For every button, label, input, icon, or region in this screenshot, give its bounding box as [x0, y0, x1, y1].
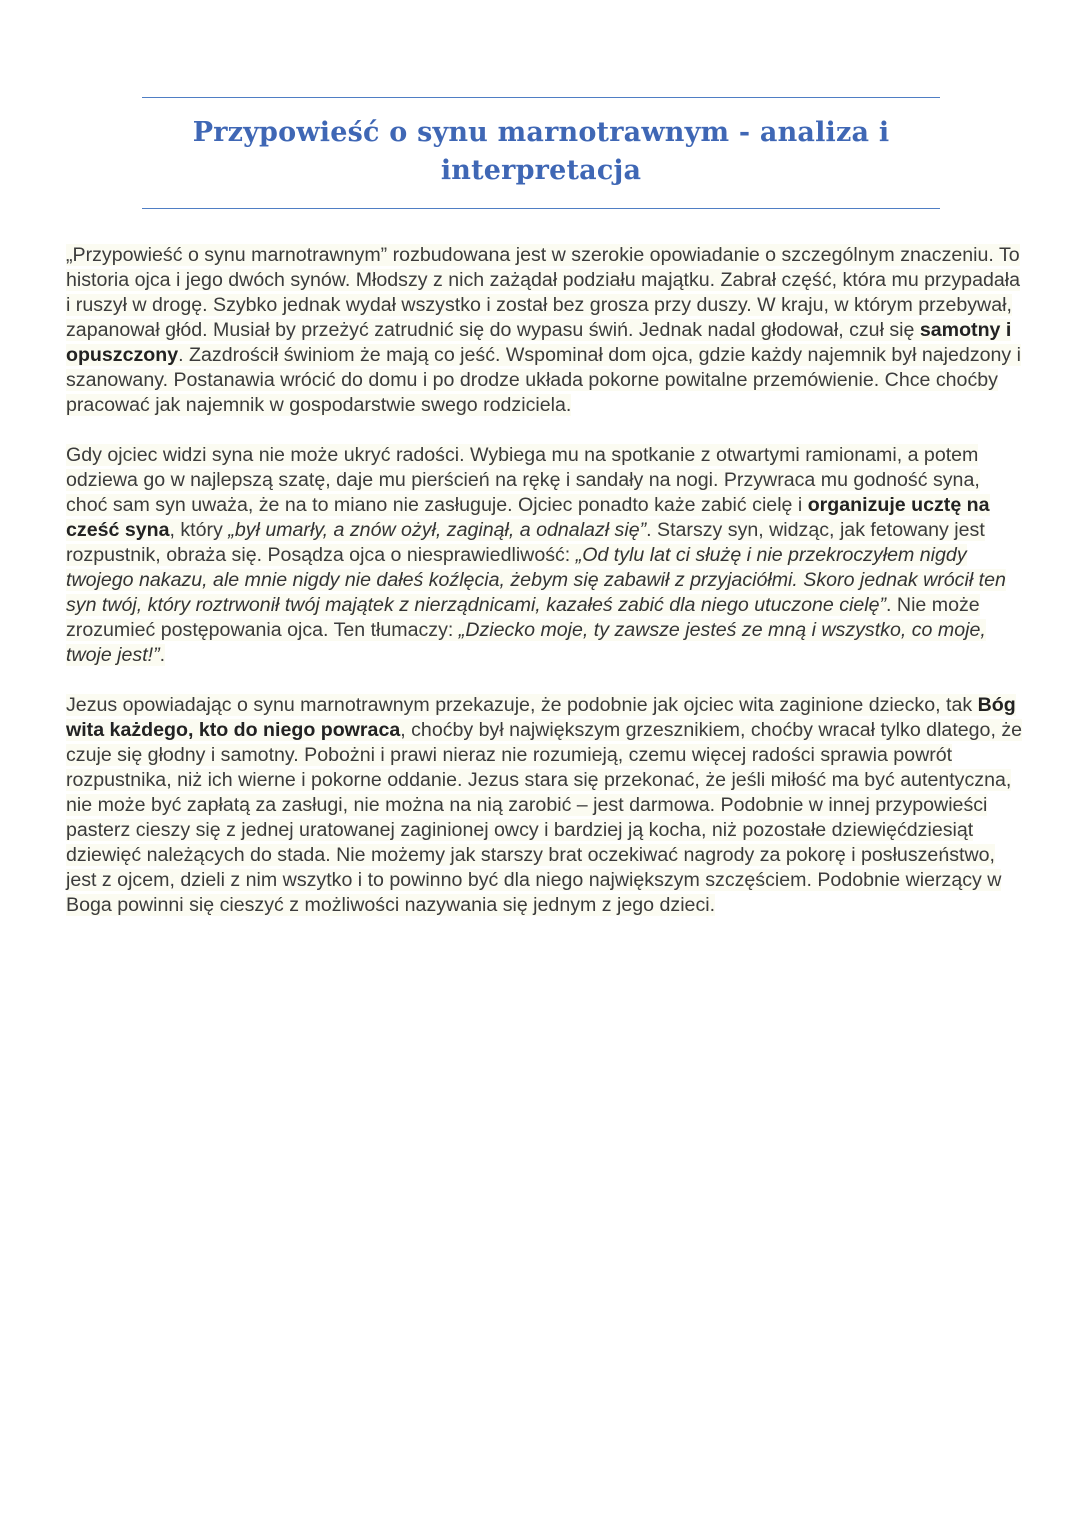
text-run: „Przypowieść o synu marnotrawnym” rozbudowana jest w szerokie opowiadanie o szczególnym znaczeniu. To historia ojca i jego dwóch synów. Młodszy z nich zażądał podziału majątku. Zabrał część, która mu przypadała i ruszył w drogę. Szybko jednak wydał wszystko i został bez grosza przy duszy. W kraju, w którym przebywał, zapanował głód. Musiał by przeżyć zatrudnić się do wypasu świń. Jednak nadal głodował, czuł się	[66, 244, 1021, 341]
text-run: . Starszy syn, widząc, jak fetowany jest rozpustnik, obraża się. Posądza ojca o niesprawiedliwość:	[66, 519, 985, 566]
paragraph-3	[66, 693, 1026, 918]
text-run: . Zazdrościł świniom że mają co jeść. Wspominał dom ojca, gdzie każdy najemnik był najedzony i szanowany. Postanawia wrócić do domu i po drodze układa pokorne powitalne przemówienie. Chce choćby pracować jak najemnik w gospodarstwie swego rodziciela.	[66, 344, 1022, 416]
italic-quote: „Od tylu lat ci służę i nie przekroczyłem nigdy twojego nakazu, ale mnie nigdy nie dałeś koźlęcia, żebym się zabawił z przyjaciółmi. Skoro jednak wrócił ten syn twój, który roztrwonił twój majątek z nierządnicami, kazałeś zabić dla niego utuczone cielę”	[66, 544, 1006, 616]
paragraph-1	[66, 243, 1026, 418]
title-bottom-rule	[142, 208, 940, 209]
text-run: , choćby był największym grzesznikiem, choćby wracał tylko dlatego, że czuje się głodny i samotny. Pobożni i prawi nieraz nie rozumieją, czemu więcej radości sprawia powrót rozpustnika, niż ich wierne i pokorne oddanie. Jezus stara się przekonać, że jeśli miłość ma być autentyczna, nie może być zapłatą za zasługi, nie można na nią zarobić – jest darmowa. Podobnie w innej przypowieści pasterz cieszy się z jednej uratowanej zaginionej owcy i bardziej ją kocha, niż pozostałe dziewięćdziesiąt dziewięć należących do stada. Nie możemy jak starszy brat oczekiwać nagrody za pokorę i posłuszeństwo, jest z ojcem, dzieli z nim wszytko i to powinno być dla niego największym szczęściem. Podobnie wierzący w Boga powinni się cieszyć z możliwości nazywania się jednym z jego dzieci.	[66, 719, 1023, 916]
bold-phrase: organizuje ucztę na cześć syna	[66, 494, 990, 541]
italic-quote: „Dziecko moje, ty zawsze jesteś ze mną i wszystko, co moje, twoje jest!”	[66, 619, 986, 666]
paragraph-2-text	[66, 444, 1006, 666]
title-top-rule	[142, 97, 940, 98]
text-run: Gdy ojciec widzi syna nie może ukryć radości. Wybiega mu na spotkanie z otwartymi ramionami, a potem odziewa go w najlepszą szatę, daje mu pierścień na rękę i sandały na nogi. Przywraca mu godność syna, choć sam syn uważa, że na to miano nie zasługuje. Ojciec ponadto każe zabić cielę i	[66, 444, 980, 516]
bold-phrase: samotny i opuszczony	[66, 319, 1012, 366]
text-run: Jezus opowiadając o synu marnotrawnym przekazuje, że podobnie jak ojciec wita zaginione dziecko, tak	[66, 694, 978, 716]
text-run: .	[159, 644, 166, 666]
text-run: . Nie może zrozumieć postępowania ojca. Ten tłumaczy:	[66, 594, 980, 641]
italic-quote: „był umarły, a znów ożył, zaginął, a odnalazł się”	[228, 519, 647, 541]
paragraph-2	[66, 443, 1026, 668]
text-run: , który	[169, 519, 229, 541]
document-body	[66, 243, 1026, 943]
document-title: Przypowieść o synu marnotrawnym - analiza i interpretacja	[192, 117, 890, 186]
paragraph-1-text	[66, 244, 1021, 416]
bold-phrase: Bóg wita każdego, kto do niego powraca	[66, 694, 1016, 741]
paragraph-3-text	[66, 694, 1022, 916]
